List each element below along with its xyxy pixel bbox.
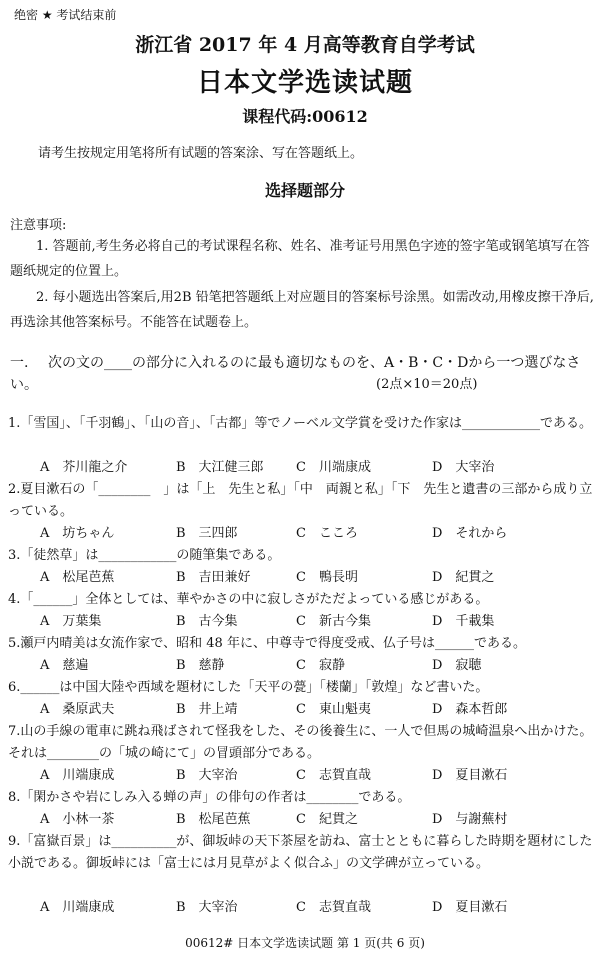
question-options — [40, 897, 600, 919]
answer-option: B 大江健三郎 — [176, 460, 264, 475]
question-text: 7.山の手線の電車に跳ね飛ばされて怪我をした、その後養生に、一人で但馬の城崎温泉へ出かけた。それは________の「城の崎にて」の冒頭部分である。 — [8, 724, 593, 761]
question-options — [40, 523, 600, 545]
subject-title: 日本文学选读试题 — [196, 68, 413, 98]
answer-option: C 志賀直哉 — [296, 900, 371, 915]
answer-option: D 森本哲郎 — [432, 702, 508, 717]
answer-option: C 寂静 — [296, 658, 345, 673]
answer-option: D 夏目漱石 — [432, 768, 508, 783]
answer-option: B 吉田兼好 — [176, 570, 251, 585]
part-instruction: 次の文の____の部分に入れるのに最も適切なものを、A・B・C・Dから一つ選びなさい。 — [10, 355, 581, 393]
answer-option: A 川端康成 — [40, 900, 115, 915]
question-text: 6.______は中国大陸や西域を題材にした「天平の甍」「楼蘭」「敦煌」など書いた。 — [8, 680, 489, 695]
answer-option: B 松尾芭蕉 — [176, 812, 251, 827]
answer-option: A 川端康成 — [40, 768, 115, 783]
answer-option: B 井上靖 — [176, 702, 238, 717]
notes-heading: 注意事项: — [10, 218, 67, 233]
question-options — [40, 699, 600, 721]
answer-option: C 紀貫之 — [296, 812, 358, 827]
answer-option: C こころ — [296, 526, 358, 541]
answer-instruction: 请考生按规定用笔将所有试题的答案涂、写在答题纸上。 — [38, 146, 364, 161]
answer-option: D 紀貫之 — [432, 570, 495, 585]
question-text: 9.「富嶽百景」は__________が、御坂峠の天下茶屋を訪ね、富士とともに暮らした時期を題材にした小説である。御坂峠には「富士には月見草がよく似合ふ」の文学碑が立っている。 — [8, 834, 593, 871]
question-options — [40, 567, 600, 589]
answer-option: B 大宰治 — [176, 768, 238, 783]
answer-option: D 夏目漱石 — [432, 900, 508, 915]
confidential-label: 绝密 ★ 考试结束前 — [14, 8, 117, 22]
answer-option: C 川端康成 — [296, 460, 371, 475]
answer-option: D 千載集 — [432, 614, 495, 629]
part-score: (2点×10＝20点) — [376, 377, 478, 392]
question-text: 5.瀬戸内晴美は女流作家で、昭和 48 年に、中尊寺で得度受戒、仏子号は______である。 — [8, 636, 526, 651]
question-options — [40, 809, 600, 831]
exam-title: 浙江省 2017 年 4 月高等教育自学考试 — [135, 34, 475, 56]
part-number: 一. — [10, 355, 29, 371]
answer-option: A 小林一茶 — [40, 812, 115, 827]
question-options — [40, 655, 600, 677]
section-title: 选择题部分 — [264, 181, 345, 200]
note-2: 2. 每小题选出答案后,用2B 铅笔把答题纸上对应题目的答案标号涂黑。如需改动,用橡皮擦干净后,再选涂其他答案标号。不能答在试题卷上。 — [10, 290, 594, 330]
course-code: 课程代码:00612 — [242, 107, 368, 126]
answer-option: A 坊ちゃん — [40, 526, 115, 541]
question-options — [40, 457, 600, 479]
question-text: 4.「______」全体としては、華やかさの中に寂しさがただよっている感じがある。 — [8, 592, 489, 607]
answer-option: A 松尾芭蕉 — [40, 570, 115, 585]
answer-option: A 芥川龍之介 — [40, 460, 128, 475]
page-footer: 00612# 日本文学选读试题 第 1 页(共 6 页) — [185, 936, 425, 950]
answer-option: B 大宰治 — [176, 900, 238, 915]
question-options — [40, 611, 600, 633]
answer-option: A 万葉集 — [40, 614, 102, 629]
part-heading — [10, 352, 602, 396]
answer-option: A 慈遍 — [40, 658, 89, 673]
answer-option: C 東山魁夷 — [296, 702, 371, 717]
answer-option: D 大宰治 — [432, 460, 495, 475]
question-options — [40, 765, 600, 787]
note-1: 1. 答题前,考生务必将自己的考试课程名称、姓名、准考证号用黑色字迹的签字笔或钢笔填写在答题纸规定的位置上。 — [10, 239, 590, 279]
question-text: 1.「雪国」、「千羽鶴」、「山の音」、「古都」等でノーベル文学賞を受けた作家は____________である。 — [8, 416, 593, 431]
question-text: 8.「閑かさや岩にしみ入る蝉の声」の俳句の作者は________である。 — [8, 790, 411, 805]
answer-option: A 桑原武夫 — [40, 702, 115, 717]
question-text: 3.「徒然草」は____________の随筆集である。 — [8, 548, 281, 563]
answer-option: B 三四郎 — [176, 526, 238, 541]
question-text: 2.夏目漱石の「________ 」は「上 先生と私」「中 両親と私」「下 先生と遺書の三部から成り立っている。 — [8, 482, 593, 519]
answer-option: B 古今集 — [176, 614, 238, 629]
answer-option: D 与謝蕪村 — [432, 812, 508, 827]
answer-option: B 慈静 — [176, 658, 225, 673]
answer-option: C 鴨長明 — [296, 570, 358, 585]
answer-option: C 新古今集 — [296, 614, 371, 629]
answer-option: C 志賀直哉 — [296, 768, 371, 783]
answer-option: D 寂聴 — [432, 658, 482, 673]
answer-option: D それから — [432, 526, 508, 541]
